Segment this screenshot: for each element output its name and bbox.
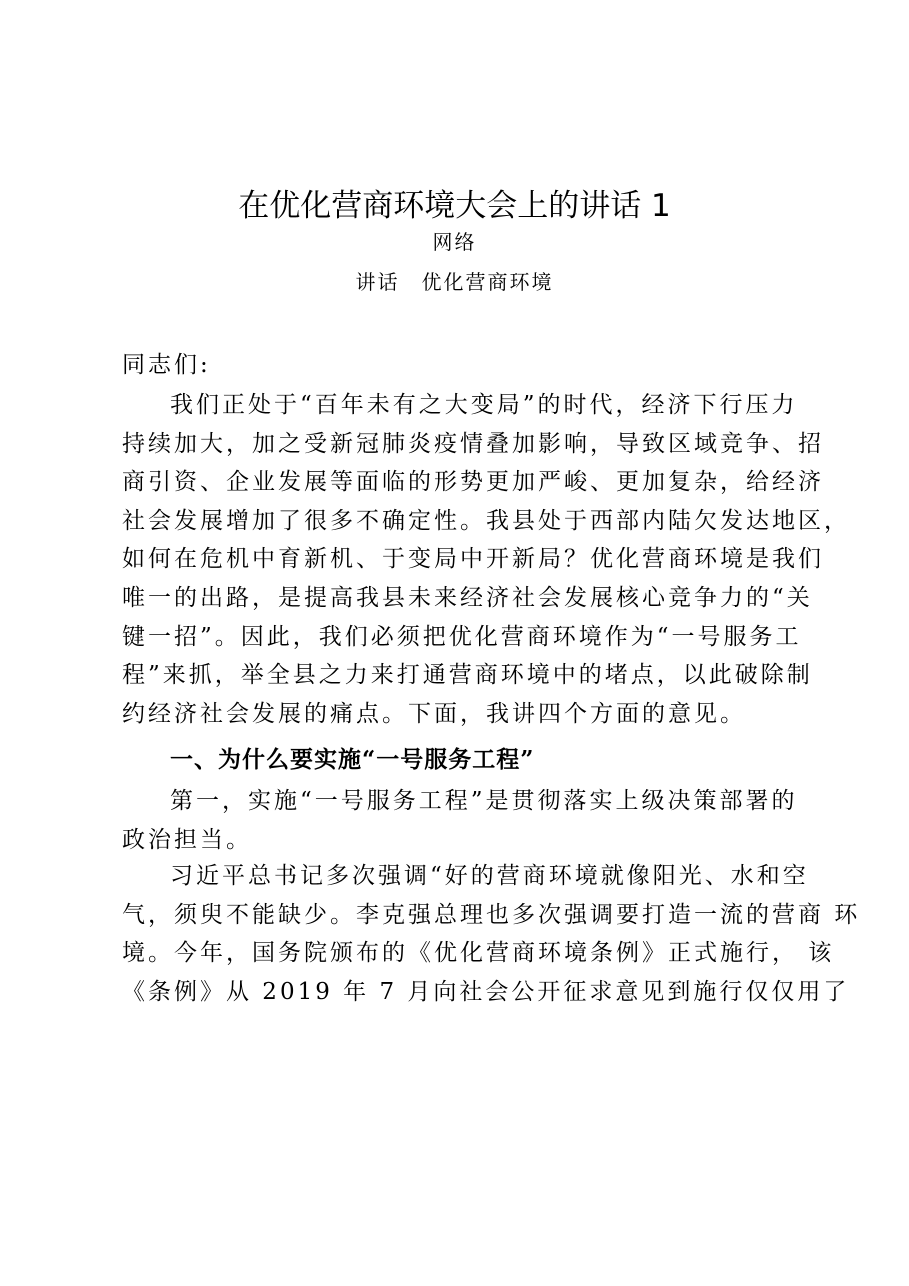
document-keywords: [0, 268, 909, 296]
salutation: 同志们:: [122, 352, 211, 378]
paragraph-line: 我们正处于“百年未有之大变局”的时代，经济下行压力: [170, 392, 798, 418]
paragraph-line: 持续加大，加之受新冠肺炎疫情叠加影响，导致区域竞争、招: [122, 430, 824, 457]
paragraph-2: [122, 782, 798, 859]
paragraph-line: 第一，实施“一号服务工程”是贯彻落实上级决策部署的: [170, 788, 798, 814]
paragraph-line: 唯一的出路，是提高我县未来经济社会发展核心竞争力的“关: [122, 584, 813, 611]
paragraph-line: 如何在危机中育新机、于变局中开新局？优化营商环境是我们: [122, 546, 824, 573]
paragraph-1: [122, 386, 850, 733]
paragraph-line: 程”来抓，举全县之力来打通营商环境中的堵点，以此破除制: [122, 662, 813, 689]
paragraph-line: 政治担当。: [122, 826, 252, 853]
paragraph-line: 习近平总书记多次强调“好的营商环境就像阳光、水和空: [170, 863, 809, 889]
paragraph-3: [122, 857, 861, 1011]
paragraph-line: 境。今年，国务院颁布的《优化营商环境条例》正式施行， 该: [122, 940, 835, 967]
paragraph-line: 《条例》从 2019 年 7 月向社会公开征求意见到施行仅仅用了: [122, 978, 850, 1005]
document-title: 在优化营商环境大会上的讲话 1: [238, 188, 671, 224]
section-heading: 一、为什么要实施“一号服务工程”: [170, 746, 535, 773]
paragraph-line: 键一招”。因此，我们必须把优化营商环境作为“一号服务工: [122, 623, 802, 650]
keyword: 讲话: [355, 270, 400, 294]
document-source: 网络: [432, 230, 477, 254]
paragraph-line: 社会发展增加了很多不确定性。我县处于西部内陆欠发达地区，: [122, 507, 850, 534]
paragraph-line: 商引资、企业发展等面临的形势更加严峻、更加复杂，给经济: [122, 469, 824, 496]
paragraph-line: 气，须臾不能缺少。李克强总理也多次强调要打造一流的营商 环: [122, 901, 861, 928]
keyword: 优化营商环境: [421, 270, 554, 294]
paragraph-line: 约经济社会发展的痛点。下面，我讲四个方面的意见。: [122, 700, 746, 727]
